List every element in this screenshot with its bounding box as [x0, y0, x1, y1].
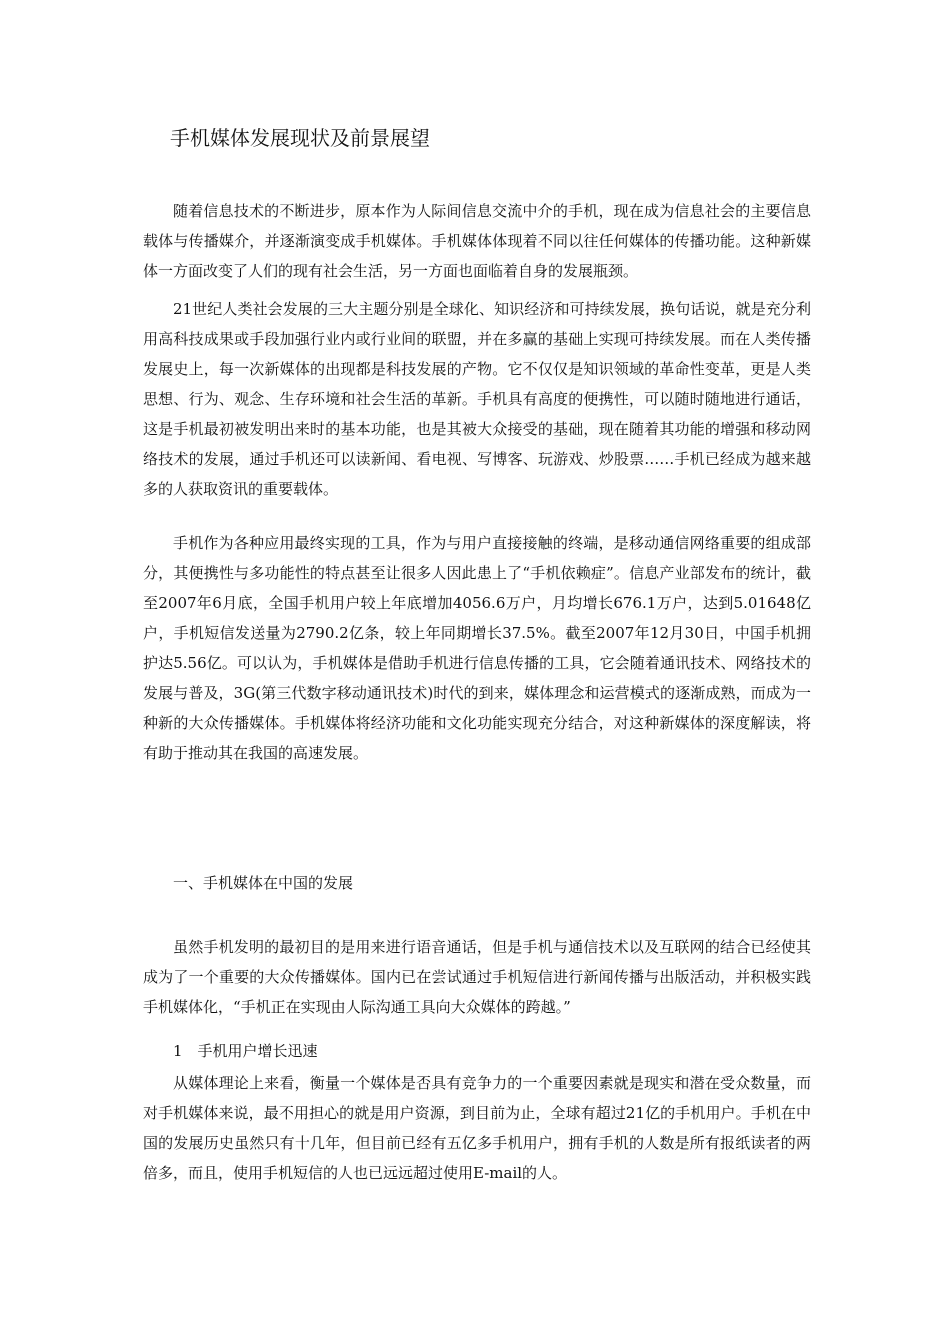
section-1-paragraph: 虽然手机发明的最初目的是用来进行语音通话，但是手机与通信技术以及互联网的结合已经使其成为了一个重要的大众传播媒体。国内已在尝试通过手机短信进行新闻传播与出版活动，并积极实践手机媒体化，“手机正在实现由人际沟通工具向大众媒体的跨越。”	[143, 938, 811, 1016]
section-heading-1: 一、手机媒体在中国的发展	[173, 874, 354, 892]
subsection-heading-1: 1 手机用户增长迅速	[173, 1042, 318, 1060]
document-title: 手机媒体发展现状及前景展望	[170, 126, 430, 150]
subsection-1-paragraph: 从媒体理论上来看，衡量一个媒体是否具有竞争力的一个重要因素就是现实和潜在受众数量，而对手机媒体来说，最不用担心的就是用户资源，到目前为止，全球有超过21亿的手机用户。手机在中国的发展历史虽然只有十几年，但目前已经有五亿多手机用户，拥有手机的人数是所有报纸读者的两倍多，而且，使用手机短信的人也已远远超过使用E-mail的人。	[143, 1074, 811, 1182]
intro-paragraph-3: 手机作为各种应用最终实现的工具，作为与用户直接接触的终端，是移动通信网络重要的组成部分，其便携性与多功能性的特点甚至让很多人因此患上了“手机依赖症”。信息产业部发布的统计，截至2007年6月底，全国手机用户较上年底增加4056.6万户，月均增长676.1万户，达到5.01648亿户，手机短信发送量为2790.2亿条，较上年同期增长37.5%。截至2007年12月30日，中国手机拥护达5.56亿。可以认为，手机媒体是借助手机进行信息传播的工具，它会随着通讯技术、网络技术的发展与普及，3G(第三代数字移动通讯技术)时代的到来，媒体理念和运营模式的逐渐成熟，而成为一种新的大众传播媒体。手机媒体将经济功能和文化功能实现充分结合，对这种新媒体的深度解读，将有助于推动其在我国的高速发展。	[143, 534, 811, 762]
intro-paragraph-2: 21世纪人类社会发展的三大主题分别是全球化、知识经济和可持续发展，换句话说，就是充分利用高科技成果或手段加强行业内或行业间的联盟，并在多赢的基础上实现可持续发展。而在人类传播发展史上，每一次新媒体的出现都是科技发展的产物。它不仅仅是知识领域的革命性变革，更是人类思想、行为、观念、生存环境和社会生活的革新。手机具有高度的便携性，可以随时随地进行通话，这是手机最初被发明出来时的基本功能，也是其被大众接受的基础，现在随着其功能的增强和移动网络技术的发展，通过手机还可以读新闻、看电视、写博客、玩游戏、炒股票……手机已经成为越来越多的人获取资讯的重要载体。	[143, 300, 811, 498]
intro-paragraph-1: 随着信息技术的不断进步，原本作为人际间信息交流中介的手机，现在成为信息社会的主要信息载体与传播媒介，并逐渐演变成手机媒体。手机媒体体现着不同以往任何媒体的传播功能。这种新媒体一方面改变了人们的现有社会生活，另一方面也面临着自身的发展瓶颈。	[143, 202, 811, 280]
